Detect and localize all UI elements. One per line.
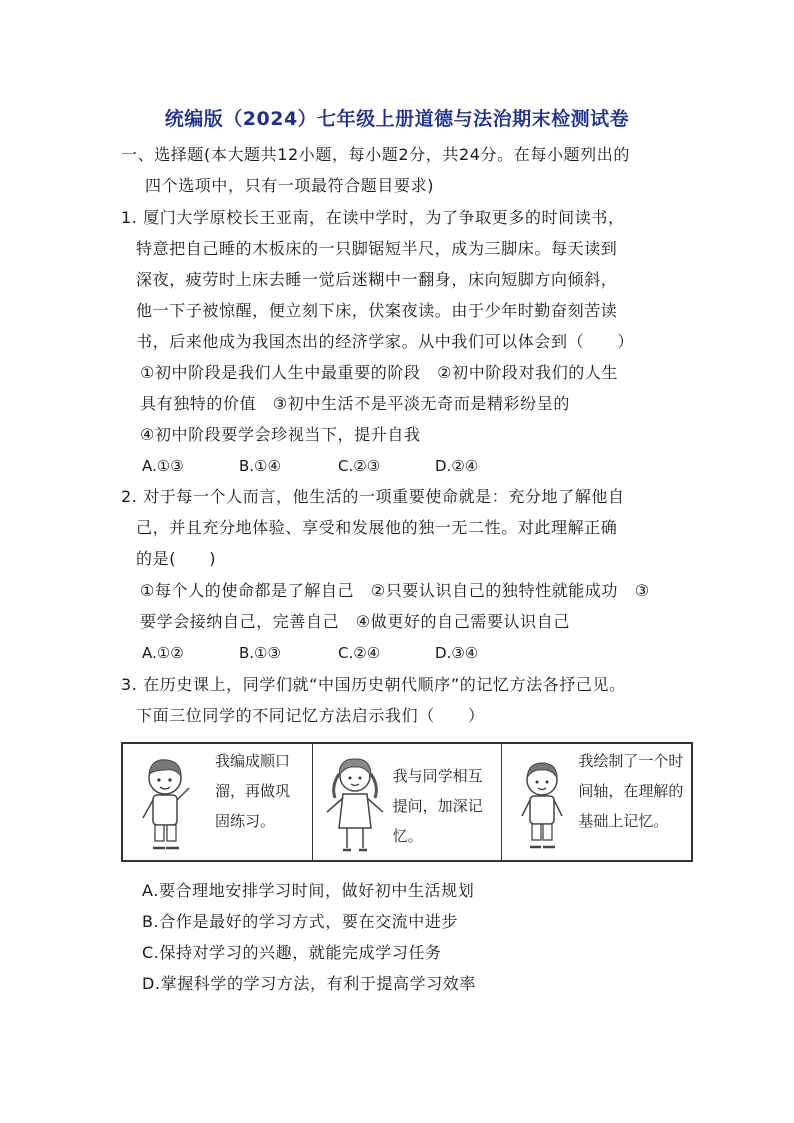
q3-line: 下面三位同学的不同记忆方法启示我们（ ） [136,706,485,725]
q3-illustration-table [121,742,693,862]
q2-statement: ①每个人的使命都是了解自己 ②只要认识自己的独特性就能成功 ③ [140,581,650,600]
q3-panel-speech: 我与同学相互提问，加深记忆。 [392,767,483,845]
q3-panel [313,744,503,860]
q3-option-d[interactable]: D.掌握科学的学习方法，有利于提高学习效率 [142,974,477,993]
page-title: 统编版（2024）七年级上册道德与法治期末检测试卷 [164,108,630,130]
q1-option-d[interactable]: D.②④ [435,457,479,475]
q2-options [142,642,478,664]
q3-option-b[interactable]: B.合作是最好的学习方式，要在交流中进步 [142,912,459,931]
q3-option-a[interactable]: A.要合理地安排学习时间，做好初中生活规划 [142,881,475,900]
q1-option-b[interactable]: B.①④ [239,457,281,475]
q3-panel-speech: 我编成顺口溜，再做巩固练习。 [215,752,291,830]
q2-option-d[interactable]: D.③④ [435,644,479,662]
q1-line: 特意把自己睡的木板床的一只脚锯短半尺，成为三脚床。每天读到 [136,239,618,258]
section-heading: 一、选择题(本大题共12小题，每小题2分，共24分。在每小题列出的 [121,145,630,164]
boy-icon [137,752,207,862]
q1-line: 书，后来他成为我国杰出的经济学家。从中我们可以体会到（ ） [136,332,635,351]
q2-option-a[interactable]: A.①② [142,644,184,662]
q1-line: 他一下子被惊醒，便立刻下床，伏案夜读。由于少年时勤奋刻苦读 [136,301,618,320]
q1-option-a[interactable]: A.①③ [142,457,184,475]
q1-statement: 具有独特的价值 ③初中生活不是平淡无奇而是精彩纷呈的 [140,394,570,413]
q3-option-c[interactable]: C.保持对学习的兴趣，就能完成学习任务 [142,943,442,962]
q2-line: 己，并且充分地体验、享受和发展他的独一无二性。对此理解正确 [136,518,618,537]
q3-panel [123,744,313,860]
q3-line: 3. 在历史课上，同学们就“中国历史朝代顺序”的记忆方法各抒己见。 [121,675,626,694]
boy-icon [512,754,572,859]
girl-icon [319,750,391,862]
q2-line: 的是( ) [136,549,217,568]
q3-panel-speech: 我绘制了一个时间轴，在理解的基础上记忆。 [578,752,684,830]
q1-statement: ④初中阶段要学会珍视当下，提升自我 [140,425,421,444]
q1-options [142,455,478,477]
section-heading-cont: 四个选项中，只有一项最符合题目要求) [145,176,435,195]
q3-panel [502,744,691,860]
q2-option-b[interactable]: B.①③ [239,644,281,662]
q1-line: 1. 厦门大学原校长王亚南，在读中学时，为了争取更多的时间读书， [121,208,625,227]
q1-option-c[interactable]: C.②③ [338,457,381,475]
q1-statement: ①初中阶段是我们人生中最重要的阶段 ②初中阶段对我们的人生 [140,363,619,382]
q2-statement: 要学会接纳自己，完善自己 ④做更好的自己需要认识自己 [140,612,570,631]
q2-option-c[interactable]: C.②④ [338,644,381,662]
q2-line: 2. 对于每一个人而言，他生活的一项重要使命就是：充分地了解他自 [121,487,625,506]
q1-line: 深夜，疲劳时上床去睡一觉后迷糊中一翻身，床向短脚方向倾斜， [136,270,618,289]
